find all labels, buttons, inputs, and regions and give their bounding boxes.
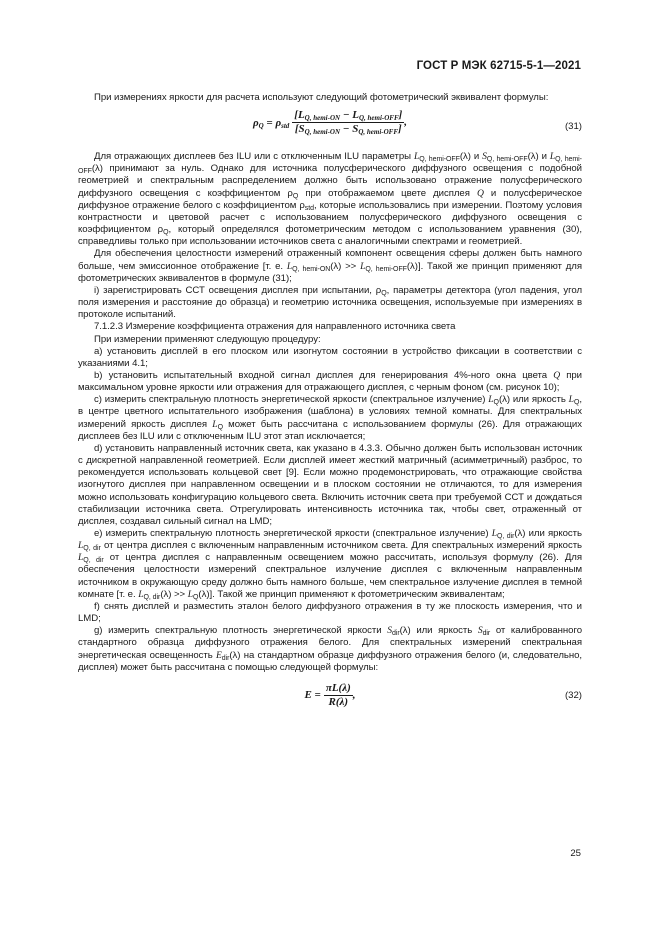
eq32-lhs: E = bbox=[304, 689, 321, 702]
paragraph-step-a: а) установить дисплей в его плоском или изогнутом состоянии в устройство фиксации в соответствии с указаниями 4.1; bbox=[78, 345, 582, 369]
eq31-mid: = ρ bbox=[263, 116, 282, 129]
paragraph-step-i: i) зарегистрировать ССТ освещения дисплея при испытании, $\rho_Q$, параметры детектора (угол падения, угол поля измерения и расстояние до образца) и геометрию источника освещения, используемые при измерениях в протоколе испытаний. bbox=[78, 284, 582, 321]
eq31-lhs-sub: Q bbox=[258, 121, 264, 130]
section-heading-7-1-2-3: 7.1.2.3 Измерение коэффициента отражения для направленного источника света bbox=[94, 321, 456, 333]
paragraph-step-g: g) измерить спектральную плотность энергетической яркости $S_{dir}(\lambda)$ или яркость $S_{dir}$ от калиброванного стандартного образца диффузного отражения белого. Для спектральных измерений спектральная энергетическая освещенность $E_{dir}(\lambda)$ на стандартном образце диффузного отражения белого (и, следовательно, дисплея) может быть рассчитана с помощью следующей формулы: bbox=[78, 625, 582, 673]
eq31-numerator: $[L_{Q, hemi-ON} - L_{Q, hemi-OFF}]$ bbox=[294, 109, 403, 123]
eq31-mid-sub: std bbox=[281, 121, 290, 130]
page-number: 25 bbox=[570, 848, 581, 859]
document-header: ГОСТ Р МЭК 62715-5-1—2021 bbox=[416, 60, 581, 72]
eq32-tail: , bbox=[352, 688, 356, 701]
paragraph-intro: При измерениях яркости для расчета используют следующий фотометрический эквивалент формулы: bbox=[94, 92, 549, 103]
paragraph-step-f: f) снять дисплей и разместить эталон белого диффузного отражения в ту же плоскость измерения, что и LMD; bbox=[78, 600, 582, 625]
equation-31 bbox=[78, 109, 582, 145]
document-body bbox=[78, 92, 582, 716]
equation-number-32: (32) bbox=[564, 689, 582, 701]
eq31-denominator: $[S_{Q, hemi-ON} - S_{Q, hemi-OFF}]$ bbox=[294, 123, 402, 137]
paragraph-reflective-displays: Для отражающих дисплеев без ILU или с отключенным ILU параметры $L_{Q, hemi-OFF}(\lambda)$ и $S_{Q, hemi-OFF}(\lambda)$ и $L_{Q, hemi-OFF}(\lambda)$ принимают за нуль. Однако для источника полусферического диффузного освещения с подобной геометрией и спектральным распределением должно быть использовано отражение полусферического диффузного освещения с коэффициентом $\rho_Q$ при отображаемом цвете дисплея Q и полусферическое диффузное отражение белого с коэффициентом $\rho_{std}$, которые использовались при измерении. Поэтому условия контрастности и цветовой расчет с использованием полусферического диффузного освещения с коэффициентом $\rho_Q$, который определялся фотометрическим методом с использованием уравнения (30), справедливы только при использовании источников света с аналогичными спектрами и геометрией. bbox=[78, 151, 582, 248]
eq32-numerator: πL(λ) bbox=[325, 681, 351, 694]
paragraph-integrity: Для обеспечения целостности измерений отраженный компонент освещения сферы должен быть намного больше, чем эмиссионное отображение [т. е. $L_{Q, hemi-ON}(\lambda) >> L_{Q, hemi-OFF}(\lambda)$]. Такой же принцип применяют для фотометрических эквивалентов в формуле (31); bbox=[78, 248, 582, 284]
eq32-denominator: R(λ) bbox=[328, 695, 349, 708]
eq31-tail: , bbox=[404, 116, 408, 129]
equation-number-31: (31) bbox=[564, 121, 582, 133]
paragraph-step-c: c) измерить спектральную плотность энергетической яркости (спектральное излучение) $L_Q(\lambda)$ или яркость $L_Q$, в центре цветного испытательного изображения (шаблона) в условиях темной комнаты. Для спектральных измерений яркость дисплея $L_Q$ может быть рассчитана с использованием формулы (26). Для отражающих дисплеев без ILU или с отключенным ILU этот этап исключается; bbox=[78, 394, 582, 442]
equation-32 bbox=[78, 682, 582, 710]
paragraph-step-e: e) измерить спектральную плотность энергетической яркости (спектральное излучение) $L_{Q, dir}(\lambda)$ или яркость $L_{Q, dir}$ от центра дисплея с включенным направленным источником света. Для спектральных измерений яркость $L_{Q, dir}$ от центра дисплея с направленным освещением можно рассчитать, используя формулу (26). Для обеспечения целостности измерений спектральное излучение дисплея с включенным направленным источником в окружающую среду должно быть намного больше, чем спектральное излучение дисплея в темной комнате [т. е. $L_{Q, dir}(\lambda) >> L_Q(\lambda)$]. Такой же принцип применяют к фотометрическим эквивалентам; bbox=[78, 528, 582, 601]
paragraph-step-b: b) установить испытательный входной сигнал дисплея для генерирования 4%-ного окна цвета Q при максимальном уровне яркости или отражения для отражающего дисплея, с черным фоном (см. рисунок 10); bbox=[78, 369, 582, 394]
eq31-lhs: ρ bbox=[252, 116, 259, 129]
paragraph-step-d: d) установить направленный источник света, как указано в 4.3.3. Обычно должен быть использован источник с дискретной направленной геометрией. Если дисплей имеет жесткий матричный (асимметричный) разброс, то рекомендуется использовать кольцевой свет [9]. Если можно продемонстрировать, что отражающие свойства изогнутого дисплея при направленном освещении и в плоском состоянии не отличаются, то для измерения можно использовать конфигурацию кольцевого света. Включить источник света при требуемой ССТ и дождаться стабилизации источника света. Отрегулировать интенсивность источника так, чтобы свет, отраженный от дисплея, создавал сильный сигнал на LMD; bbox=[78, 442, 582, 527]
eq31-fraction bbox=[292, 109, 404, 136]
paragraph-procedure: При измерении применяют следующую процедуру: bbox=[94, 333, 321, 345]
eq32-fraction bbox=[324, 682, 353, 709]
